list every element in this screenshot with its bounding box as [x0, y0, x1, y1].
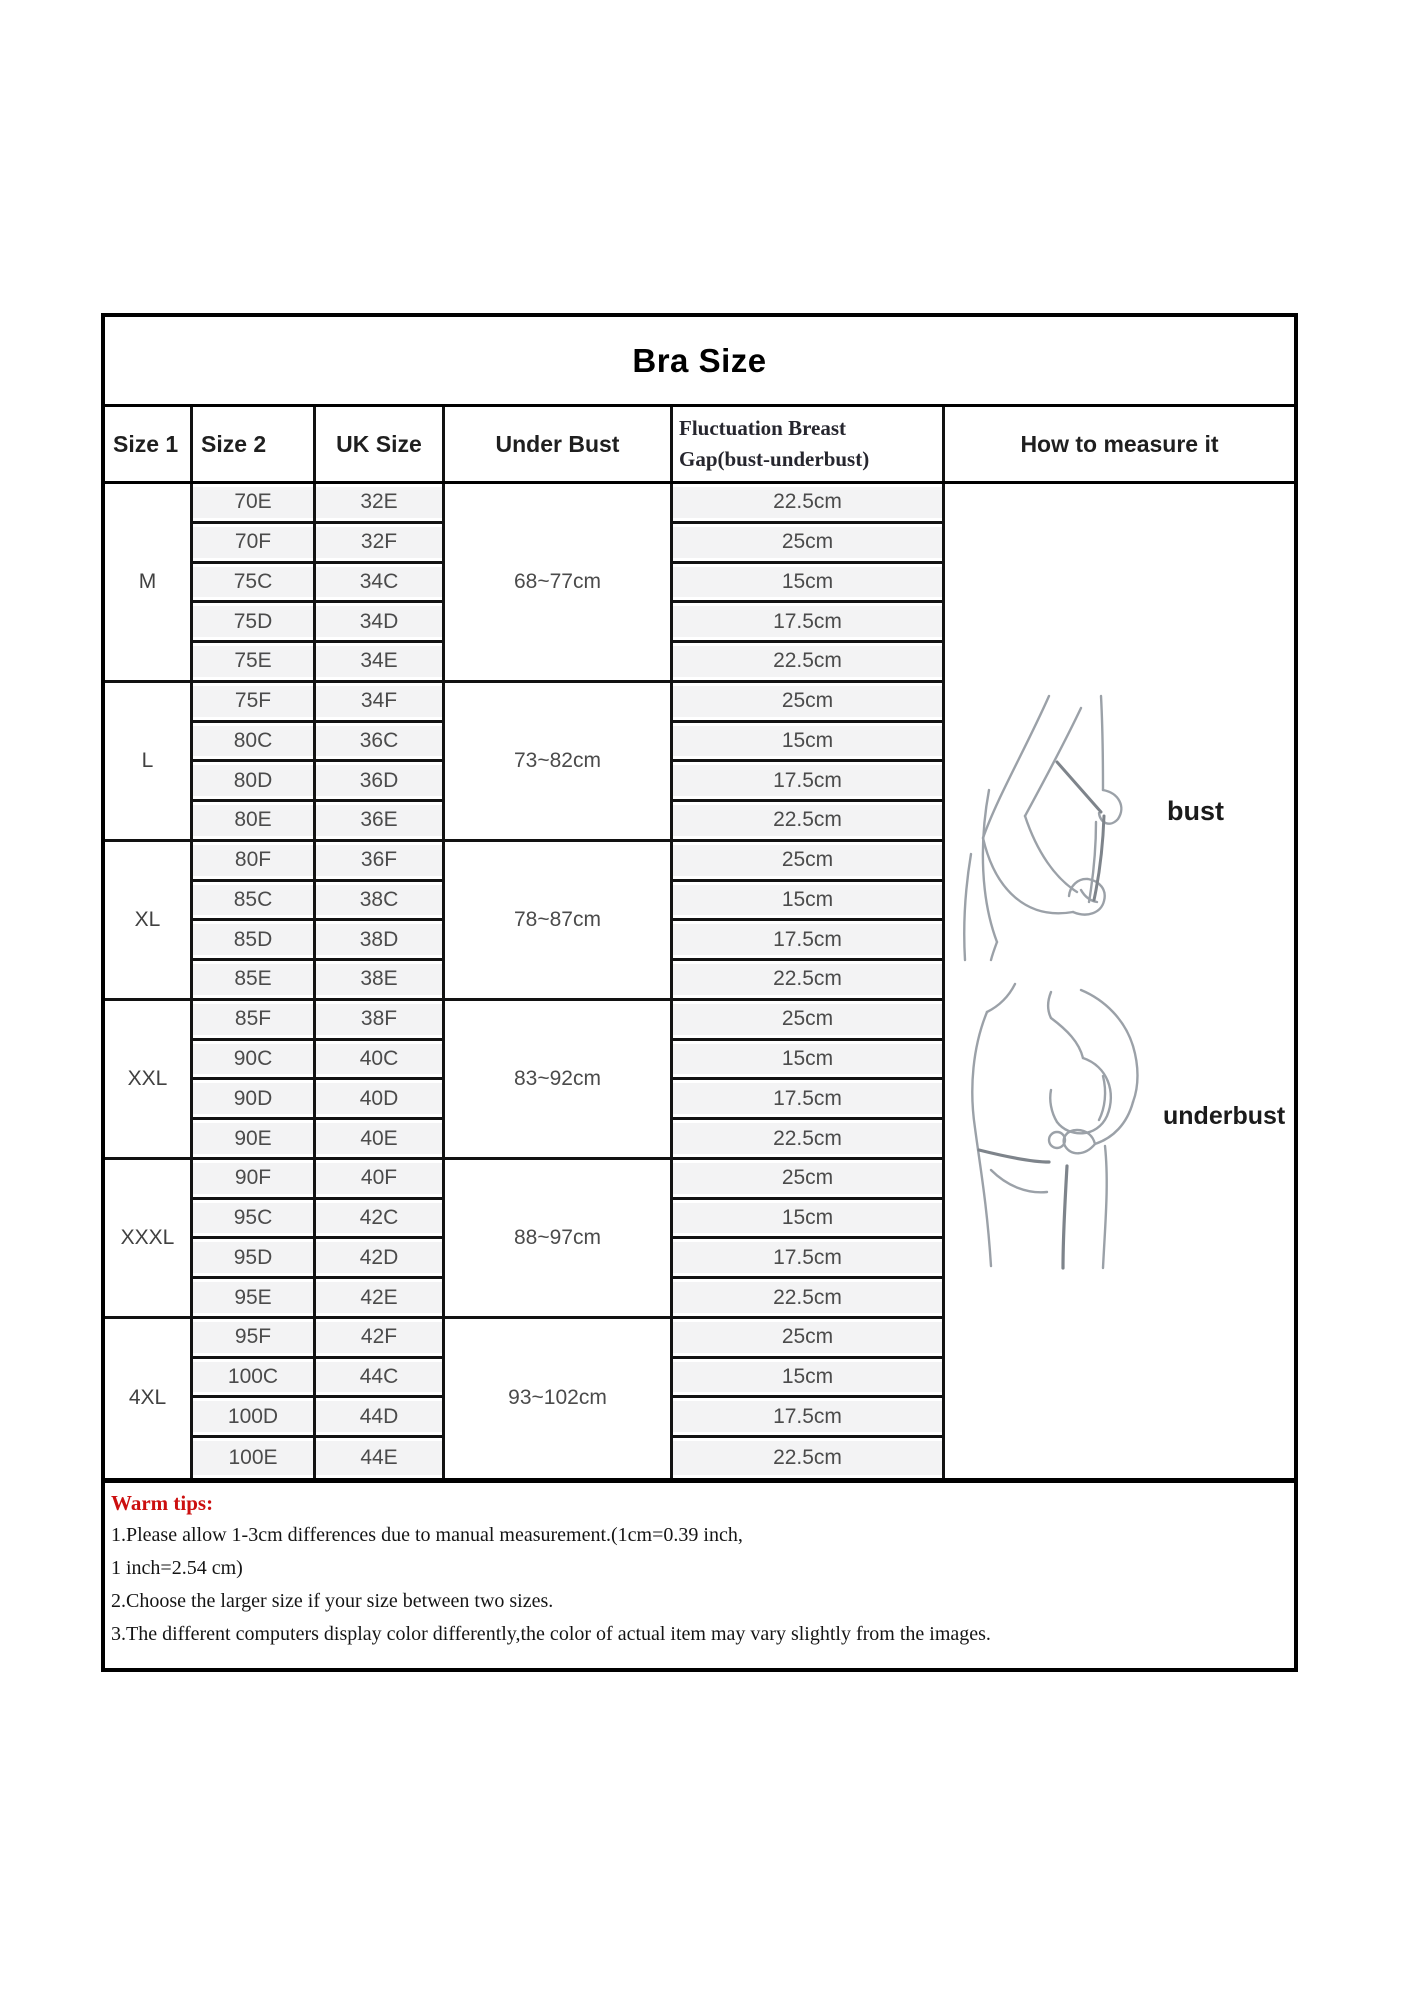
uk-size-cell: 40C: [316, 1041, 445, 1081]
size2-cell: 100D: [193, 1398, 316, 1438]
header-size1: Size 1: [105, 407, 193, 481]
gap-cell: 25cm: [673, 524, 945, 564]
uk-size-cell: 42D: [316, 1239, 445, 1279]
uk-size-cell: 40D: [316, 1080, 445, 1120]
size1-group-cell: XXL: [105, 1001, 193, 1160]
uk-size-cell: 34E: [316, 643, 445, 683]
bust-measure-illustration: [953, 694, 1203, 962]
uk-size-cell: 42E: [316, 1279, 445, 1319]
header-fluctuation-line2: Gap(bust-underbust): [679, 447, 870, 471]
uk-size-cell: 38F: [316, 1001, 445, 1041]
size1-group-cell: XL: [105, 842, 193, 1001]
table-header-row: [105, 407, 1294, 484]
uk-size-cell: 40E: [316, 1120, 445, 1160]
size2-cell: 90D: [193, 1080, 316, 1120]
size2-cell: 85C: [193, 882, 316, 922]
table-body: [105, 484, 1294, 1483]
gap-cell: 22.5cm: [673, 961, 945, 1001]
gap-cell: 25cm: [673, 842, 945, 882]
uk-size-cell: 36D: [316, 762, 445, 802]
size2-cell: 75E: [193, 643, 316, 683]
gap-cell: 17.5cm: [673, 921, 945, 961]
warm-tip-line: 1 inch=2.54 cm): [111, 1557, 243, 1579]
gap-cell: 17.5cm: [673, 762, 945, 802]
size2-cell: 95C: [193, 1200, 316, 1240]
warm-tip-line: 1.Please allow 1-3cm differences due to manual measurement.(1cm=0.39 inch,: [111, 1524, 743, 1546]
gap-cell: 22.5cm: [673, 643, 945, 683]
gap-cell: 17.5cm: [673, 603, 945, 643]
uk-size-cell: 44D: [316, 1398, 445, 1438]
bra-size-table: [101, 313, 1298, 1672]
uk-size-cell: 38D: [316, 921, 445, 961]
size2-cell: 100E: [193, 1438, 316, 1478]
uk-size-cell: 44E: [316, 1438, 445, 1478]
underbust-group-cell: 73~82cm: [445, 683, 673, 842]
size2-cell: 95F: [193, 1319, 316, 1359]
underbust-group-cell: 83~92cm: [445, 1001, 673, 1160]
uk-size-cell: 38E: [316, 961, 445, 1001]
underbust-label: underbust: [1163, 1102, 1286, 1130]
size2-cell: 90E: [193, 1120, 316, 1160]
header-how-to-measure: How to measure it: [1020, 430, 1219, 457]
size2-cell: 85D: [193, 921, 316, 961]
size2-cell: 100C: [193, 1359, 316, 1399]
gap-cell: 15cm: [673, 723, 945, 763]
size2-cell: 70F: [193, 524, 316, 564]
uk-size-cell: 36C: [316, 723, 445, 763]
size2-cell: 95D: [193, 1239, 316, 1279]
size2-cell: 75C: [193, 564, 316, 604]
table-title-row: [105, 317, 1294, 407]
uk-size-cell: 36E: [316, 802, 445, 842]
size-grid: [105, 484, 1294, 1478]
header-under-bust: Under Bust: [445, 407, 673, 481]
gap-cell: 22.5cm: [673, 1438, 945, 1478]
size2-cell: 90C: [193, 1041, 316, 1081]
gap-cell: 15cm: [673, 1041, 945, 1081]
header-size2: Size 2: [193, 407, 316, 481]
gap-cell: 15cm: [673, 1359, 945, 1399]
size2-cell: 85E: [193, 961, 316, 1001]
size1-group-cell: L: [105, 683, 193, 842]
warm-tips-heading: Warm tips:: [111, 1491, 214, 1515]
uk-size-cell: 34D: [316, 603, 445, 643]
warm-tips-section: [105, 1483, 1294, 1647]
size2-cell: 95E: [193, 1279, 316, 1319]
size2-cell: 80D: [193, 762, 316, 802]
warm-tip-line: 2.Choose the larger size if your size between two sizes.: [111, 1590, 554, 1612]
page-title: Bra Size: [632, 341, 767, 379]
size2-cell: 90F: [193, 1160, 316, 1200]
size2-cell: 80C: [193, 723, 316, 763]
gap-cell: 15cm: [673, 882, 945, 922]
gap-cell: 25cm: [673, 683, 945, 723]
warm-tip-line: 3.The different computers display color differently,the color of actual item may vary slightly from the images.: [111, 1623, 991, 1645]
size1-group-cell: M: [105, 484, 193, 683]
uk-size-cell: 42C: [316, 1200, 445, 1240]
gap-cell: 22.5cm: [673, 1120, 945, 1160]
header-fluctuation-gap: [673, 407, 945, 481]
size2-cell: 75F: [193, 683, 316, 723]
uk-size-cell: 40F: [316, 1160, 445, 1200]
gap-cell: 25cm: [673, 1160, 945, 1200]
gap-cell: 15cm: [673, 1200, 945, 1240]
size1-group-cell: 4XL: [105, 1319, 193, 1478]
header-fluctuation-line1: Fluctuation Breast: [679, 415, 847, 440]
underbust-group-cell: 78~87cm: [445, 842, 673, 1001]
header-uk-size: UK Size: [316, 407, 445, 481]
uk-size-cell: 36F: [316, 842, 445, 882]
underbust-group-cell: 88~97cm: [445, 1160, 673, 1319]
uk-size-cell: 32E: [316, 484, 445, 524]
how-to-measure-cell: [945, 484, 1294, 1478]
gap-cell: 17.5cm: [673, 1398, 945, 1438]
gap-cell: 22.5cm: [673, 484, 945, 524]
gap-cell: 17.5cm: [673, 1080, 945, 1120]
uk-size-cell: 34F: [316, 683, 445, 723]
gap-cell: 25cm: [673, 1001, 945, 1041]
size1-group-cell: XXXL: [105, 1160, 193, 1319]
bust-label: bust: [1167, 796, 1224, 826]
uk-size-cell: 34C: [316, 564, 445, 604]
gap-cell: 25cm: [673, 1319, 945, 1359]
gap-cell: 15cm: [673, 564, 945, 604]
size2-cell: 70E: [193, 484, 316, 524]
uk-size-cell: 32F: [316, 524, 445, 564]
uk-size-cell: 42F: [316, 1319, 445, 1359]
uk-size-cell: 44C: [316, 1359, 445, 1399]
size2-cell: 80F: [193, 842, 316, 882]
size2-cell: 75D: [193, 603, 316, 643]
uk-size-cell: 38C: [316, 882, 445, 922]
underbust-group-cell: 68~77cm: [445, 484, 673, 683]
gap-cell: 22.5cm: [673, 802, 945, 842]
size2-cell: 80E: [193, 802, 316, 842]
underbust-group-cell: 93~102cm: [445, 1319, 673, 1478]
gap-cell: 17.5cm: [673, 1239, 945, 1279]
size2-cell: 85F: [193, 1001, 316, 1041]
gap-cell: 22.5cm: [673, 1279, 945, 1319]
